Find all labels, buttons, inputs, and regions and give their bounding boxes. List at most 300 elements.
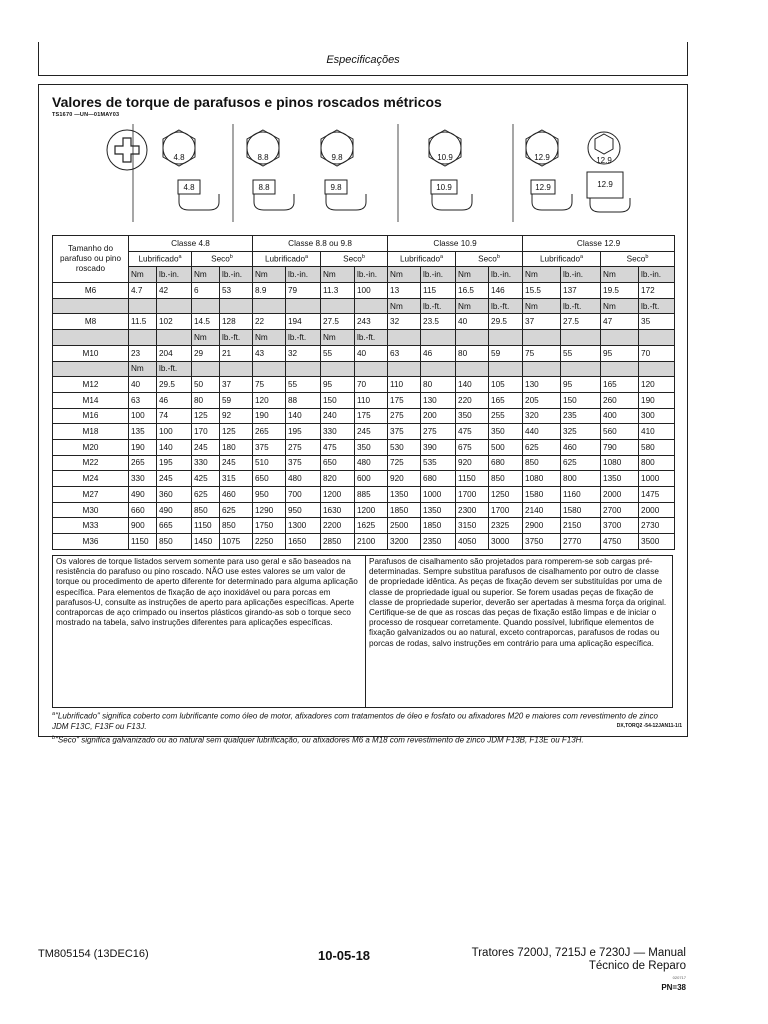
- unit-cell: Nm: [321, 330, 355, 346]
- value-cell: 46: [421, 345, 456, 361]
- value-cell: 1650: [286, 534, 321, 550]
- value-cell: 580: [639, 439, 675, 455]
- value-cell: 32: [388, 314, 421, 330]
- size-cell: M27: [53, 487, 129, 503]
- value-cell: 320: [523, 408, 561, 424]
- value-cell: 850: [523, 455, 561, 471]
- table-row: [53, 518, 675, 534]
- table-row: [53, 377, 675, 393]
- value-cell: 37: [220, 377, 253, 393]
- unit-cell: lb.-ft.: [639, 298, 675, 314]
- table-row: [53, 314, 675, 330]
- grade-label-top: 12.9: [534, 153, 550, 162]
- blank-cell: [355, 361, 388, 377]
- value-cell: 37: [523, 314, 561, 330]
- torque-table: [52, 235, 675, 550]
- blank-cell: [561, 330, 601, 346]
- blank-cell: [639, 361, 675, 377]
- unit-cell: Nm: [388, 298, 421, 314]
- size-cell: M36: [53, 534, 129, 550]
- blank-cell: [253, 361, 286, 377]
- value-cell: 3000: [489, 534, 523, 550]
- value-cell: 375: [253, 439, 286, 455]
- value-cell: 190: [253, 408, 286, 424]
- value-cell: 190: [639, 392, 675, 408]
- value-cell: 510: [253, 455, 286, 471]
- value-cell: 375: [286, 455, 321, 471]
- value-cell: 63: [388, 345, 421, 361]
- value-cell: 1080: [523, 471, 561, 487]
- value-cell: 130: [421, 392, 456, 408]
- page-number: 10-05-18: [318, 948, 371, 963]
- value-cell: 70: [355, 377, 388, 393]
- value-cell: 920: [388, 471, 421, 487]
- blank-cell: [53, 330, 129, 346]
- grade-label-bottom: 8.8: [258, 183, 270, 192]
- value-cell: 330: [321, 424, 355, 440]
- value-cell: 315: [220, 471, 253, 487]
- value-cell: 4050: [456, 534, 489, 550]
- bolt-grade-figure: [95, 122, 670, 226]
- blank-cell: [523, 361, 561, 377]
- size-cell: M20: [53, 439, 129, 455]
- dry-header: Seco$^b$: [601, 251, 675, 267]
- unit-cell: Nm: [129, 361, 157, 377]
- value-cell: 650: [253, 471, 286, 487]
- unit-cell: Nm: [253, 330, 286, 346]
- value-cell: 460: [561, 439, 601, 455]
- value-cell: 102: [157, 314, 192, 330]
- table-row: [53, 487, 675, 503]
- blank-cell: [489, 330, 523, 346]
- value-cell: 29.5: [489, 314, 523, 330]
- blank-cell: [129, 330, 157, 346]
- value-cell: 59: [220, 392, 253, 408]
- value-cell: 1350: [421, 502, 456, 518]
- value-cell: 900: [129, 518, 157, 534]
- value-cell: 1625: [355, 518, 388, 534]
- unit-cell: Nm: [456, 298, 489, 314]
- value-cell: 850: [192, 502, 220, 518]
- unit-cell: lb.-ft.: [157, 361, 192, 377]
- value-cell: 120: [253, 392, 286, 408]
- value-cell: 22: [253, 314, 286, 330]
- blank-cell: [456, 330, 489, 346]
- value-cell: 23: [129, 345, 157, 361]
- value-cell: 300: [639, 408, 675, 424]
- grade-label-bottom: 12.9: [597, 180, 613, 189]
- value-cell: 2000: [601, 487, 639, 503]
- value-cell: 2850: [321, 534, 355, 550]
- value-cell: 74: [157, 408, 192, 424]
- value-cell: 165: [601, 377, 639, 393]
- blank-cell: [523, 330, 561, 346]
- value-cell: 1750: [253, 518, 286, 534]
- blank-cell: [53, 361, 129, 377]
- manual-title: [472, 947, 686, 973]
- value-cell: 790: [601, 439, 639, 455]
- unit-cell: lb.-in.: [355, 267, 388, 283]
- value-cell: 130: [523, 377, 561, 393]
- value-cell: 205: [523, 392, 561, 408]
- value-cell: 32: [286, 345, 321, 361]
- table-row: [53, 534, 675, 550]
- value-cell: 1300: [286, 518, 321, 534]
- blank-cell: [129, 298, 157, 314]
- blank-cell: [388, 361, 421, 377]
- value-cell: 2700: [601, 502, 639, 518]
- value-cell: 40: [129, 377, 157, 393]
- blank-cell: [220, 298, 253, 314]
- value-cell: 3200: [388, 534, 421, 550]
- value-cell: 1850: [388, 502, 421, 518]
- grade-label-top: 12.9: [596, 156, 612, 165]
- unit-cell: lb.-in.: [157, 267, 192, 283]
- value-cell: 535: [421, 455, 456, 471]
- value-cell: 560: [601, 424, 639, 440]
- value-cell: 2100: [355, 534, 388, 550]
- blank-cell: [456, 361, 489, 377]
- value-cell: 105: [489, 377, 523, 393]
- unit-cell: Nm: [456, 267, 489, 283]
- value-cell: 194: [286, 314, 321, 330]
- value-cell: 920: [456, 455, 489, 471]
- value-cell: 172: [639, 283, 675, 299]
- table-row: [53, 439, 675, 455]
- value-cell: 1850: [421, 518, 456, 534]
- value-cell: 27.5: [561, 314, 601, 330]
- value-cell: 180: [220, 439, 253, 455]
- value-cell: 80: [192, 392, 220, 408]
- table-row: [53, 408, 675, 424]
- unit-cell: Nm: [192, 330, 220, 346]
- value-cell: 110: [355, 392, 388, 408]
- value-cell: 4750: [601, 534, 639, 550]
- table-row: [53, 345, 675, 361]
- grade-label-bottom: 12.9: [535, 183, 551, 192]
- size-cell: M6: [53, 283, 129, 299]
- value-cell: 260: [601, 392, 639, 408]
- grade-label-bottom: 4.8: [183, 183, 195, 192]
- value-cell: 1000: [421, 487, 456, 503]
- value-cell: 115: [421, 283, 456, 299]
- value-cell: 2900: [523, 518, 561, 534]
- shear-bolt-note: Parafusos de cisalhamento são projetados para romperem-se sob cargas pré-determinadas. Sempre substitua parafusos de cisalhamento por outro de classe de propriedade idêntica. As peças de fixação devem ser substituídas por uma de classe de propriedade igual ou superior. Se forem usadas peças de fixação de classe de propriedade superior, deverão ser apertadas à mesma força da original. Certifique-se de que as roscas das peças de fixação estão limpas e de iniciar o processo de rosquear corretamente. Quando possível, lubrifique elementos de fixação galvanizados ou ao natural, exceto contraporcas, parafusos de rodas ou porcas de rodas, salvo instruções em contrário para uma aplicação específica.: [365, 555, 673, 708]
- value-cell: 700: [286, 487, 321, 503]
- value-cell: 2350: [421, 534, 456, 550]
- unit-cell: lb.-in.: [561, 267, 601, 283]
- value-cell: 350: [355, 439, 388, 455]
- value-cell: 1150: [192, 518, 220, 534]
- blank-cell: [601, 330, 639, 346]
- value-cell: 11.3: [321, 283, 355, 299]
- notes-section: [52, 555, 673, 708]
- print-code: 020717: [672, 975, 686, 980]
- value-cell: 1580: [561, 502, 601, 518]
- value-cell: 47: [601, 314, 639, 330]
- value-cell: 500: [489, 439, 523, 455]
- blank-cell: [355, 298, 388, 314]
- value-cell: 245: [355, 424, 388, 440]
- value-cell: 675: [456, 439, 489, 455]
- table-row: [53, 330, 675, 346]
- value-cell: 665: [157, 518, 192, 534]
- value-cell: 3700: [601, 518, 639, 534]
- torque-table-wrap: [52, 235, 673, 550]
- value-cell: 475: [321, 439, 355, 455]
- unit-cell: lb.-ft.: [220, 330, 253, 346]
- value-cell: 80: [421, 377, 456, 393]
- value-cell: 2000: [639, 502, 675, 518]
- grade-label-bottom: 10.9: [436, 183, 452, 192]
- size-cell: M33: [53, 518, 129, 534]
- blank-cell: [321, 298, 355, 314]
- value-cell: 245: [220, 455, 253, 471]
- value-cell: 100: [129, 408, 157, 424]
- value-cell: 95: [321, 377, 355, 393]
- value-cell: 240: [321, 408, 355, 424]
- size-cell: M10: [53, 345, 129, 361]
- value-cell: 195: [286, 424, 321, 440]
- size-header: Tamanho do parafuso ou pino roscado: [53, 236, 129, 283]
- unit-cell: Nm: [601, 267, 639, 283]
- value-cell: 140: [157, 439, 192, 455]
- value-cell: 490: [129, 487, 157, 503]
- value-cell: 360: [157, 487, 192, 503]
- value-cell: 2200: [321, 518, 355, 534]
- value-cell: 425: [192, 471, 220, 487]
- unit-cell: lb.-in.: [639, 267, 675, 283]
- value-cell: 27.5: [321, 314, 355, 330]
- unit-cell: lb.-in.: [421, 267, 456, 283]
- value-cell: 2250: [253, 534, 286, 550]
- value-cell: 255: [489, 408, 523, 424]
- value-cell: 11.5: [129, 314, 157, 330]
- value-cell: 1700: [489, 502, 523, 518]
- unit-cell: lb.-ft.: [489, 298, 523, 314]
- value-cell: 650: [321, 455, 355, 471]
- value-cell: 625: [220, 502, 253, 518]
- grade-label-top: 10.9: [437, 153, 453, 162]
- value-cell: 1150: [456, 471, 489, 487]
- blank-cell: [639, 330, 675, 346]
- blank-cell: [421, 330, 456, 346]
- value-cell: 42: [157, 283, 192, 299]
- value-cell: 265: [129, 455, 157, 471]
- value-cell: 1630: [321, 502, 355, 518]
- value-cell: 2140: [523, 502, 561, 518]
- table-row: [53, 471, 675, 487]
- value-cell: 265: [253, 424, 286, 440]
- value-cell: 1475: [639, 487, 675, 503]
- value-cell: 95: [601, 345, 639, 361]
- value-cell: 530: [388, 439, 421, 455]
- value-cell: 50: [192, 377, 220, 393]
- blank-cell: [157, 298, 192, 314]
- document-reference: DX,TORQ2 -54-12JAN11-1/1: [616, 723, 682, 729]
- value-cell: 950: [253, 487, 286, 503]
- value-cell: 330: [192, 455, 220, 471]
- table-row: [53, 455, 675, 471]
- blank-cell: [321, 361, 355, 377]
- value-cell: 53: [220, 283, 253, 299]
- unit-cell: Nm: [523, 267, 561, 283]
- value-cell: 330: [129, 471, 157, 487]
- value-cell: 92: [220, 408, 253, 424]
- class-header: Classe 12.9: [523, 236, 675, 252]
- value-cell: 190: [129, 439, 157, 455]
- value-cell: 725: [388, 455, 421, 471]
- lubricated-header: Lubrificado$^a$: [523, 251, 601, 267]
- value-cell: 660: [129, 502, 157, 518]
- value-cell: 46: [157, 392, 192, 408]
- value-cell: 40: [456, 314, 489, 330]
- unit-cell: Nm: [388, 267, 421, 283]
- table-row: [53, 502, 675, 518]
- value-cell: 350: [456, 408, 489, 424]
- value-cell: 3750: [523, 534, 561, 550]
- table-row: [53, 361, 675, 377]
- value-cell: 135: [129, 424, 157, 440]
- unit-row: [53, 267, 675, 283]
- value-cell: 410: [639, 424, 675, 440]
- value-cell: 195: [157, 455, 192, 471]
- value-cell: 375: [388, 424, 421, 440]
- unit-cell: lb.-ft.: [561, 298, 601, 314]
- value-cell: 1450: [192, 534, 220, 550]
- value-cell: 1000: [639, 471, 675, 487]
- value-cell: 1350: [388, 487, 421, 503]
- size-cell: M22: [53, 455, 129, 471]
- value-cell: 950: [286, 502, 321, 518]
- footnotes: [52, 709, 673, 746]
- class-header: Classe 8.8 ou 9.8: [253, 236, 388, 252]
- value-cell: 150: [321, 392, 355, 408]
- value-cell: 16.5: [456, 283, 489, 299]
- value-cell: 1080: [601, 455, 639, 471]
- table-row: [53, 298, 675, 314]
- table-row: [53, 283, 675, 299]
- value-cell: 1150: [129, 534, 157, 550]
- value-cell: 850: [220, 518, 253, 534]
- value-cell: 475: [456, 424, 489, 440]
- lubricated-header: Lubrificado$^a$: [388, 251, 456, 267]
- value-cell: 1700: [456, 487, 489, 503]
- value-cell: 1250: [489, 487, 523, 503]
- value-cell: 680: [421, 471, 456, 487]
- value-cell: 275: [286, 439, 321, 455]
- value-cell: 480: [355, 455, 388, 471]
- lubricated-header: Lubrificado$^a$: [253, 251, 321, 267]
- value-cell: 15.5: [523, 283, 561, 299]
- unit-cell: Nm: [253, 267, 286, 283]
- value-cell: 14.5: [192, 314, 220, 330]
- blank-cell: [157, 330, 192, 346]
- value-cell: 19.5: [601, 283, 639, 299]
- blank-cell: [286, 361, 321, 377]
- unit-cell: lb.-in.: [489, 267, 523, 283]
- value-cell: 2325: [489, 518, 523, 534]
- value-cell: 100: [157, 424, 192, 440]
- value-cell: 100: [355, 283, 388, 299]
- page-header: [38, 42, 688, 76]
- footnote-a: $^a$"Lubrificado" significa coberto com lubrificante como óleo de motor, afixadores com tratamentos de óleo e fosfato ou afixadores M20 e maiores com revestimento de zinco JDM F13C, F13F ou F13J.: [52, 711, 658, 732]
- value-cell: 220: [456, 392, 489, 408]
- torque-table-body: [53, 283, 675, 550]
- value-cell: 75: [253, 377, 286, 393]
- value-cell: 137: [561, 283, 601, 299]
- value-cell: 200: [421, 408, 456, 424]
- value-cell: 29: [192, 345, 220, 361]
- section-title: Especificações: [326, 54, 400, 66]
- value-cell: 800: [561, 471, 601, 487]
- unit-cell: Nm: [129, 267, 157, 283]
- blank-cell: [286, 298, 321, 314]
- value-cell: 8.9: [253, 283, 286, 299]
- value-cell: 55: [321, 345, 355, 361]
- value-cell: 70: [639, 345, 675, 361]
- value-cell: 1200: [321, 487, 355, 503]
- value-cell: 13: [388, 283, 421, 299]
- unit-cell: Nm: [192, 267, 220, 283]
- blank-cell: [421, 361, 456, 377]
- value-cell: 170: [192, 424, 220, 440]
- value-cell: 850: [157, 534, 192, 550]
- size-cell: M12: [53, 377, 129, 393]
- blank-cell: [192, 298, 220, 314]
- size-cell: M16: [53, 408, 129, 424]
- value-cell: 21: [220, 345, 253, 361]
- page-title: Valores de torque de parafusos e pinos roscados métricos: [52, 94, 442, 110]
- size-cell: M18: [53, 424, 129, 440]
- value-cell: 75: [523, 345, 561, 361]
- value-cell: 275: [388, 408, 421, 424]
- value-cell: 390: [421, 439, 456, 455]
- value-cell: 35: [639, 314, 675, 330]
- blank-cell: [192, 361, 220, 377]
- value-cell: 29.5: [157, 377, 192, 393]
- value-cell: 4.7: [129, 283, 157, 299]
- blank-cell: [253, 298, 286, 314]
- value-cell: 1075: [220, 534, 253, 550]
- value-cell: 204: [157, 345, 192, 361]
- value-cell: 88: [286, 392, 321, 408]
- grade-label-top: 8.8: [257, 153, 269, 162]
- value-cell: 80: [456, 345, 489, 361]
- value-cell: 460: [220, 487, 253, 503]
- value-cell: 59: [489, 345, 523, 361]
- value-cell: 175: [388, 392, 421, 408]
- value-cell: 3500: [639, 534, 675, 550]
- value-cell: 2500: [388, 518, 421, 534]
- grade-label-bottom: 9.8: [330, 183, 342, 192]
- value-cell: 120: [639, 377, 675, 393]
- value-cell: 175: [355, 408, 388, 424]
- value-cell: 800: [639, 455, 675, 471]
- value-cell: 1580: [523, 487, 561, 503]
- value-cell: 125: [192, 408, 220, 424]
- value-cell: 325: [561, 424, 601, 440]
- value-cell: 128: [220, 314, 253, 330]
- manual-title-line: Técnico de Reparo: [588, 960, 686, 972]
- value-cell: 2770: [561, 534, 601, 550]
- unit-cell: lb.-ft.: [355, 330, 388, 346]
- manual-code: TM805154 (13DEC16): [38, 948, 149, 960]
- blank-cell: [561, 361, 601, 377]
- value-cell: 2150: [561, 518, 601, 534]
- value-cell: 23.5: [421, 314, 456, 330]
- value-cell: 79: [286, 283, 321, 299]
